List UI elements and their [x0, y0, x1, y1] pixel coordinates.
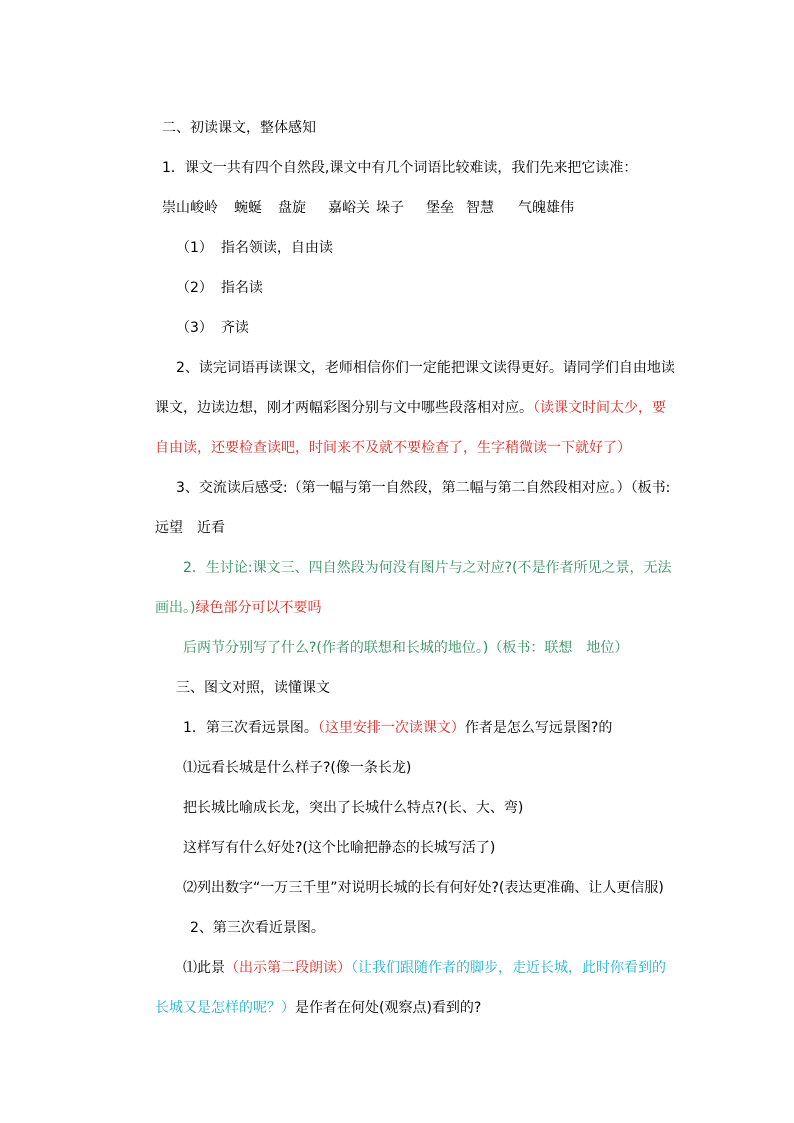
- vocab-word: 嘉峪关: [328, 200, 370, 216]
- item-2-line-2: [155, 398, 666, 418]
- teacher-script-cyan: 长城又是怎样的呢？）: [155, 1000, 295, 1016]
- discussion-line-1: 2．生讨论:课文三、四自然段为何没有图片与之对应?(不是作者所见之景，无法: [183, 560, 672, 576]
- vocab-word: 智慧: [466, 200, 494, 216]
- section-heading-2: 二、初读课文，整体感知: [162, 120, 316, 136]
- vocab-word: 盘旋: [278, 200, 306, 216]
- question-text: ⑴此景: [183, 960, 225, 976]
- question-1-2: 把长城比喻成长龙，突出了长城什么特点?(长、大、弯): [183, 800, 524, 816]
- question-text: 1．第三次看远景图。: [183, 720, 318, 736]
- question-text: 是作者在何处(观察点)看到的?: [295, 1000, 482, 1016]
- vocab-word: 蜿蜒: [234, 200, 262, 216]
- vocab-line: [162, 198, 574, 218]
- board-note: 远望 近看: [155, 520, 225, 536]
- question-1-4: ⑵列出数字“一万三千里”对说明长城的长有何好处?(表达更准确、让人更信服): [183, 880, 664, 896]
- vocab-word: 气魄雄伟: [518, 200, 574, 216]
- teacher-note-red: （读课文时间太少，要: [533, 400, 666, 416]
- question-2: 2、第三次看近景图。: [190, 920, 325, 936]
- vocab-word: 堡垒: [426, 200, 454, 216]
- teacher-note-red-cont: 自由读，还要检查读吧，时间来不及就不要检查了，生字稍微读一下就好了）: [155, 440, 631, 456]
- latter-sections-line: 后两节分别写了什么?(作者的联想和长城的地位。)（板书：联想 地位）: [183, 640, 629, 656]
- step-3: [176, 318, 249, 338]
- step-text: 齐读: [220, 320, 249, 336]
- step-1: [176, 238, 333, 258]
- item-3-line-1: 3、交流读后感受:（第一幅与第一自然段，第二幅与第二自然段相对应。）（板书:: [176, 480, 671, 496]
- step-number: （1）: [176, 240, 213, 256]
- step-2: [176, 278, 263, 298]
- section-heading-3: 三、图文对照，读懂课文: [176, 680, 330, 696]
- discussion-text: 画出。): [155, 600, 196, 616]
- question-2-1: [183, 958, 666, 978]
- question-1-1: ⑴远看长城是什么样子?(像一条长龙): [183, 760, 412, 776]
- question-1: [183, 718, 612, 738]
- teacher-note-red: （这里安排一次读课文）: [317, 720, 465, 736]
- step-number: （3）: [176, 320, 213, 336]
- discussion-line-2: [155, 598, 321, 618]
- question-text: 作者是怎么写远景图?的: [464, 720, 613, 736]
- teacher-note-red: （出示第二段朗读）: [225, 960, 351, 976]
- step-number: （2）: [176, 280, 213, 296]
- question-1-3: 这样写有什么好处?(这个比喻把静态的长城写活了): [183, 840, 496, 856]
- teacher-script-cyan: （让我们跟随作者的脚步，走近长城，此时你看到的: [351, 960, 666, 976]
- teacher-note-red: 绿色部分可以不要吗: [195, 600, 322, 616]
- step-text: 指名领读，自由读: [220, 240, 333, 256]
- item-2-line-1: 2、读完词语再读课文，老师相信你们一定能把课文读得更好。请同学们自由地读: [176, 360, 675, 376]
- item-2-text: 课文，边读边想，刚才两幅彩图分别与文中哪些段落相对应。: [155, 400, 533, 416]
- vocab-word: 崇山峻岭: [162, 200, 218, 216]
- step-text: 指名读: [220, 280, 263, 296]
- question-2-1-cont: [155, 998, 481, 1018]
- item-1-text: 1．课文一共有四个自然段,课文中有几个词语比较难读，我们先来把它读准：: [162, 160, 638, 176]
- vocab-word: 垛子: [376, 200, 404, 216]
